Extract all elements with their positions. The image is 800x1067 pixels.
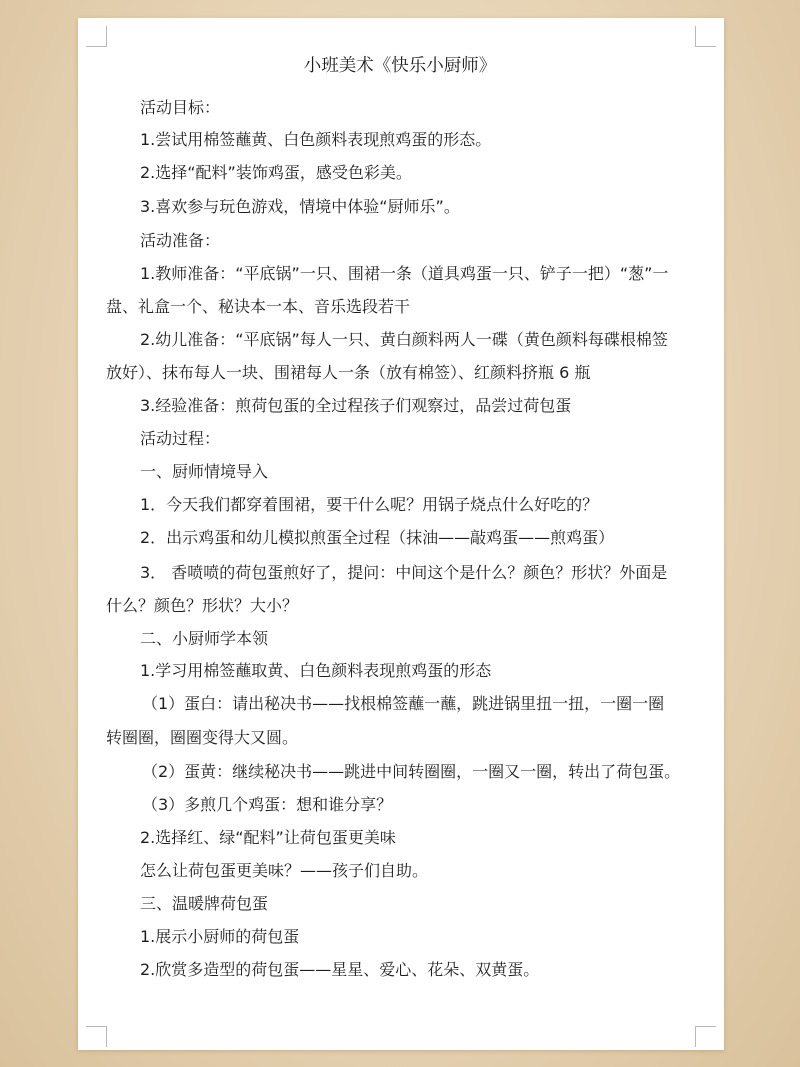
text-line: 2.欣赏多造型的荷包蛋——星星、爱心、花朵、双黄蛋。 — [140, 960, 540, 979]
crop-mark-top-right — [695, 26, 716, 47]
section-heading: 活动准备： — [140, 231, 221, 250]
text-line: 放好）、抹布每人一块、围裙每人一条（放有棉签）、红颜料挤瓶 6 瓶 — [106, 363, 591, 382]
document-title: 小班美术《快乐小厨师》 — [303, 56, 497, 76]
text-line: （3）多煎几个鸡蛋：想和谁分享？ — [142, 795, 393, 814]
text-line: 1.学习用棉签蘸取黄、白色颜料表现煎鸡蛋的形态 — [140, 661, 492, 680]
subsection-heading: 一、厨师情境导入 — [140, 462, 269, 481]
text-line: 转圈圈，圈圈变得大又圆。 — [106, 728, 299, 747]
text-line: 怎么让荷包蛋更美味？——孩子们自助。 — [140, 861, 429, 880]
crop-mark-bottom-right — [695, 1026, 716, 1047]
text-line: 1.展示小厨师的荷包蛋 — [140, 927, 300, 946]
subsection-heading: 二、小厨师学本领 — [140, 629, 269, 648]
text-line: 2．出示鸡蛋和幼儿模拟煎蛋全过程（抹油——敲鸡蛋——煎鸡蛋） — [140, 528, 615, 547]
text-line: （1）蛋白：请出秘决书——找根棉签蘸一蘸，跳进锅里扭一扭，一圈一圈 — [142, 694, 665, 713]
subsection-heading: 三、温暖牌荷包蛋 — [140, 894, 269, 913]
text-line: 2.幼儿准备：“平底锅”每人一只、黄白颜料两人一碟（黄色颜料每碟根棉签 — [140, 330, 668, 349]
text-line: 1.教师准备：“平底锅”一只、围裙一条（道具鸡蛋一只、铲子一把）“葱”一 — [140, 264, 669, 283]
text-line: （2）蛋黄：继续秘决书——跳进中间转圈圈，一圈又一圈，转出了荷包蛋。 — [142, 762, 681, 781]
crop-mark-top-left — [86, 26, 107, 47]
section-heading: 活动过程： — [140, 429, 221, 448]
text-line: 盘、礼盒一个、秘诀本一本、音乐选段若干 — [106, 297, 411, 316]
text-line: 2.选择“配料”装饰鸡蛋，感受色彩美。 — [140, 163, 412, 182]
text-line: 3.喜欢参与玩色游戏，情境中体验“厨师乐”。 — [140, 197, 460, 216]
text-line: 3． 香喷喷的荷包蛋煎好了，提问：中间这个是什么？颜色？形状？外面是 — [140, 563, 668, 582]
text-line: 1．今天我们都穿着围裙，要干什么呢？用锅子烧点什么好吃的？ — [140, 495, 599, 514]
text-line: 1.尝试用棉签蘸黄、白色颜料表现煎鸡蛋的形态。 — [140, 130, 492, 149]
text-line: 2.选择红、绿“配料”让荷包蛋更美味 — [140, 828, 396, 847]
section-heading: 活动目标： — [140, 98, 221, 117]
text-line: 什么？颜色？形状？大小？ — [106, 596, 299, 615]
text-line: 3.经验准备：煎荷包蛋的全过程孩子们观察过，品尝过荷包蛋 — [140, 396, 572, 415]
crop-mark-bottom-left — [86, 1026, 107, 1047]
